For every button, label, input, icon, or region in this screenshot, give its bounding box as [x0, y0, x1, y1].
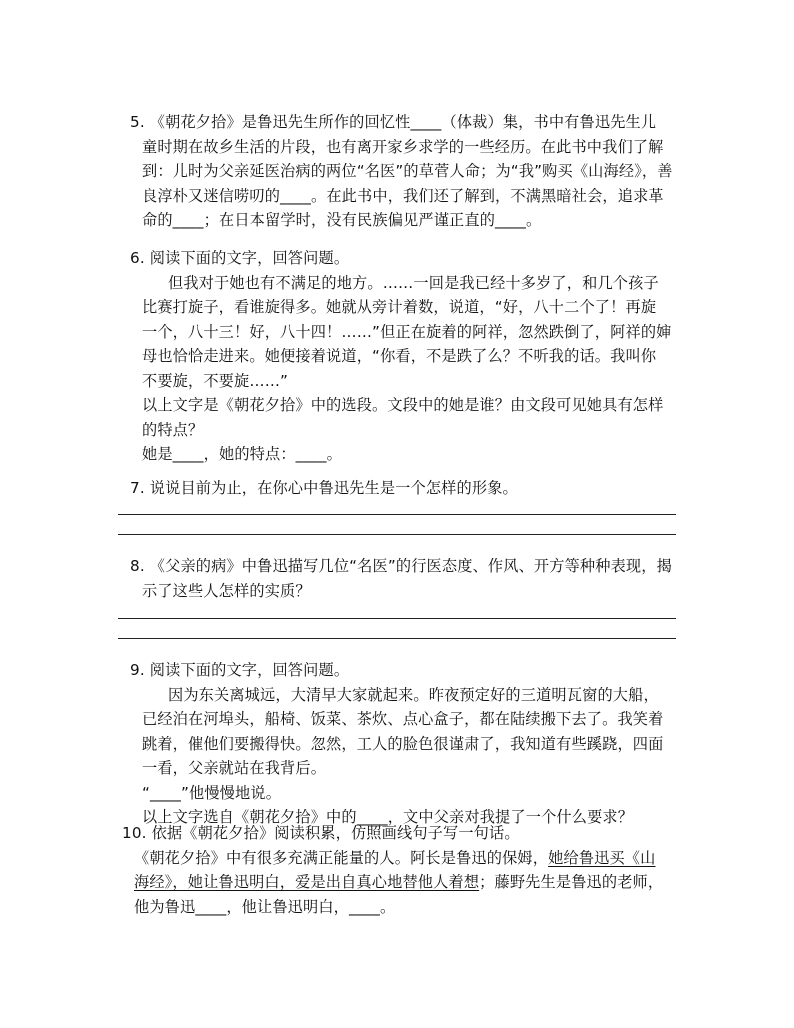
question-8-answer-line[interactable]: [118, 638, 676, 639]
question-7: [130, 476, 678, 501]
question-10-underlined-sentence: 她给鲁迅买《山: [548, 848, 656, 867]
question-8-answer-line[interactable]: [118, 618, 676, 619]
question-5-line: 5. 《朝花夕拾》是鲁迅先生所作的回忆性____（体裁）集，书中有鲁迅先生儿: [130, 113, 657, 131]
question-7-text: 7. 说说目前为止，在你心中鲁迅先生是一个怎样的形象。: [130, 479, 518, 497]
question-9-heading: 9. 阅读下面的文字，回答问题。: [130, 661, 350, 679]
question-10-plain-text: 《朝花夕拾》中有很多充满正能量的人。阿长是鲁迅的保姆，: [134, 848, 549, 867]
question-7-answer-line[interactable]: [118, 534, 676, 535]
question-9-passage-line: 一看，父亲就站在我背后。: [142, 759, 327, 777]
question-6-heading: 6. 阅读下面的文字，回答问题。: [130, 249, 350, 267]
question-8-line: 示了这些人怎样的实质？: [142, 581, 311, 600]
question-10-heading: 10. 依据《朝花夕拾》阅读积累，仿照画线句子写一句话。: [122, 824, 520, 842]
question-9-question: 以上文字选自《朝花夕拾》中的____，文中父亲对我提了一个什么要求？: [142, 808, 634, 826]
question-5-line: 良淳朴又迷信唠叨的____。在此书中，我们还了解到，不满黑暗社会，追求革: [142, 186, 664, 205]
question-5-line: 命的____；在日本留学时，没有民族偏见严谨正直的____。: [142, 211, 542, 229]
question-10-line: [122, 846, 678, 871]
question-9: [130, 658, 678, 830]
question-5-line: 到：儿时为父亲延医治病的两位“名医”的草菅人命；为“我”购买《山海经》，善: [142, 162, 673, 180]
question-10-plain-text: ；藤野先生是鲁迅的老师，: [479, 873, 664, 891]
question-8-line: 8. 《父亲的病》中鲁迅描写几位“名医”的行医态度、作风、开方等种种表现，揭: [130, 557, 672, 575]
question-9-quote: “____”他慢慢地说。: [142, 783, 282, 802]
question-6-passage-line: 但我对于她也有不满足的地方。……一回是我已经十多岁了，和几个孩子: [168, 273, 659, 292]
question-5-line: 童时期在故乡生活的片段，也有离开家乡求学的一些经历。在此书中我们了解: [142, 137, 664, 156]
question-5: [130, 110, 678, 233]
question-8: [130, 554, 678, 603]
question-6-passage-line: 不要旋，不要旋……”: [142, 371, 289, 390]
question-10: [122, 821, 678, 919]
question-10-line: [122, 870, 678, 895]
question-10-underlined-sentence: 海经》，她让鲁迅明白，爱是出自真心地替他人着想: [134, 873, 480, 891]
question-6-question-line: 以上文字是《朝花夕拾》中的选段。文段中的她是谁？由文段可见她具有怎样: [142, 396, 664, 414]
question-6-passage-line: 母也恰恰走进来。她便接着说道，“你看，不是跌了么？不听我的话。我叫你: [142, 347, 657, 365]
question-10-line: 他为鲁迅____，他让鲁迅明白，____。: [134, 897, 396, 916]
question-6-passage-line: 比赛打旋子，看谁旋得多。她就从旁计着数，说道，“好，八十二个了！再旋: [142, 298, 657, 316]
question-6-question-line: 的特点？: [142, 420, 204, 439]
question-9-passage-line: 跳着，催他们要搬得快。忽然，工人的脸色很谨肃了，我知道有些蹊跷，四面: [142, 734, 664, 753]
question-6-passage-line: 一个，八十三！好，八十四！……”但正在旋着的阿祥，忽然跌倒了，阿祥的婶: [142, 322, 672, 341]
question-6: [130, 246, 678, 467]
question-6-answer-line: 她是____，她的特点：____。: [142, 445, 342, 463]
question-9-passage-line: 因为东关离城远，大清早大家就起来。昨夜预定好的三道明瓦窗的大船，: [168, 685, 659, 704]
question-9-passage-line: 已经泊在河埠头，船椅、饭菜、茶炊、点心盒子，都在陆续搬下去了。我笑着: [142, 710, 664, 728]
question-7-answer-line[interactable]: [118, 514, 676, 515]
